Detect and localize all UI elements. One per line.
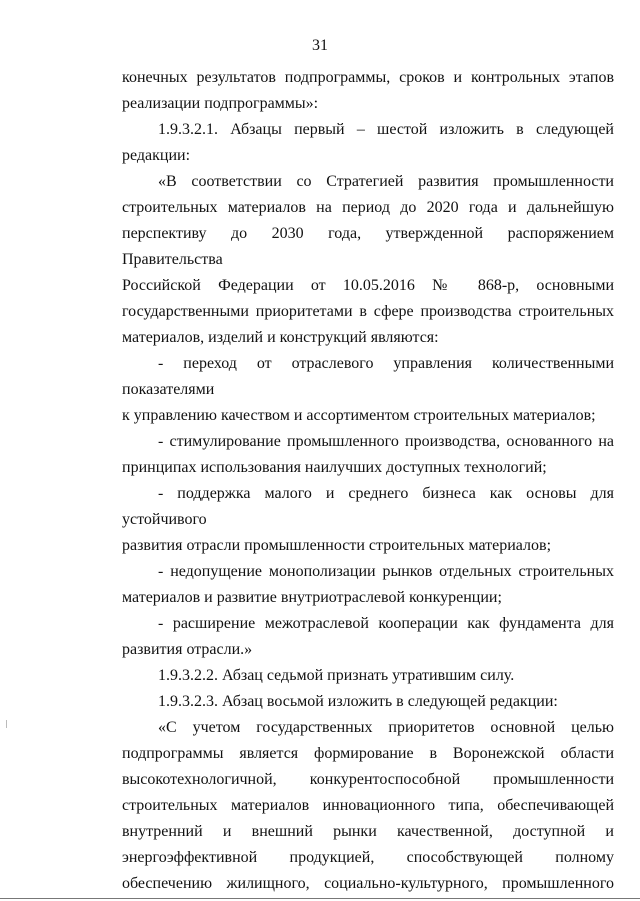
paragraph-line: к управлению качеством и ассортиментом строительных материалов; bbox=[122, 407, 596, 424]
paragraph-line: материалов и развитие внутриотраслевой конкуренции; bbox=[122, 589, 502, 606]
paragraph-line: развития отрасли.» bbox=[122, 641, 253, 658]
paragraph-line: перспективу до 2030 года, утвержденной распоряжением Правительства bbox=[122, 225, 614, 268]
paragraph-line: обеспечению жилищного, социально-культурного, промышленного bbox=[122, 875, 614, 892]
footer-rule bbox=[0, 898, 640, 899]
paragraph-line: реализации подпрограммы»: bbox=[122, 95, 319, 112]
paragraph-line: материалов, изделий и конструкций являются: bbox=[122, 329, 439, 346]
paragraph-line: подпрограммы является формирование в Воронежской области bbox=[122, 745, 614, 762]
paragraph-line: Российской Федерации от 10.05.2016 № 868-р, основными bbox=[122, 277, 614, 294]
paragraph-line: энергоэффективной продукцией, способствующей полному bbox=[122, 849, 614, 866]
paragraph-line: строительных материалов на период до 2020 года и дальнейшую bbox=[122, 199, 614, 216]
paragraph-line: - расширение межотраслевой кооперации как фундамента для bbox=[158, 615, 614, 632]
paragraph-line: высокотехнологичной, конкурентоспособной промышленности bbox=[122, 771, 614, 788]
paragraph-line: «С учетом государственных приоритетов основной целью bbox=[158, 719, 614, 736]
paragraph-line: - недопущение монополизации рынков отдельных строительных bbox=[158, 563, 614, 580]
paragraph-line: государственными приоритетами в сфере производства строительных bbox=[122, 303, 614, 320]
paragraph-line: 1.9.3.2.2. Абзац седьмой признать утратившим силу. bbox=[158, 667, 515, 684]
paragraph-line: 1.9.3.2.1. Абзацы первый – шестой изложить в следующей редакции: bbox=[122, 121, 614, 164]
paragraph-line: - поддержка малого и среднего бизнеса как основы для устойчивого bbox=[122, 485, 614, 528]
paragraph-line: - стимулирование промышленного производства, основанного на bbox=[158, 433, 614, 450]
paragraph-line: «В соответствии со Стратегией развития промышленности bbox=[158, 173, 614, 190]
paragraph-line: 1.9.3.2.3. Абзац восьмой изложить в следующей редакции: bbox=[158, 693, 558, 710]
paragraph-line: - переход от отраслевого управления количественными показателями bbox=[122, 355, 614, 398]
paragraph-line: принципах использования наилучших доступных технологий; bbox=[122, 459, 547, 476]
paragraph-line: развития отрасли промышленности строительных материалов; bbox=[122, 537, 552, 554]
paragraph-line: конечных результатов подпрограммы, сроков и контрольных этапов bbox=[122, 69, 614, 86]
scan-margin-mark bbox=[6, 720, 7, 728]
paragraph-line: строительных материалов инновационного типа, обеспечивающей bbox=[122, 797, 614, 814]
page-number: 31 bbox=[312, 37, 328, 54]
paragraph-line: внутренний и внешний рынки качественной, доступной и bbox=[122, 823, 614, 840]
document-body bbox=[122, 65, 614, 897]
